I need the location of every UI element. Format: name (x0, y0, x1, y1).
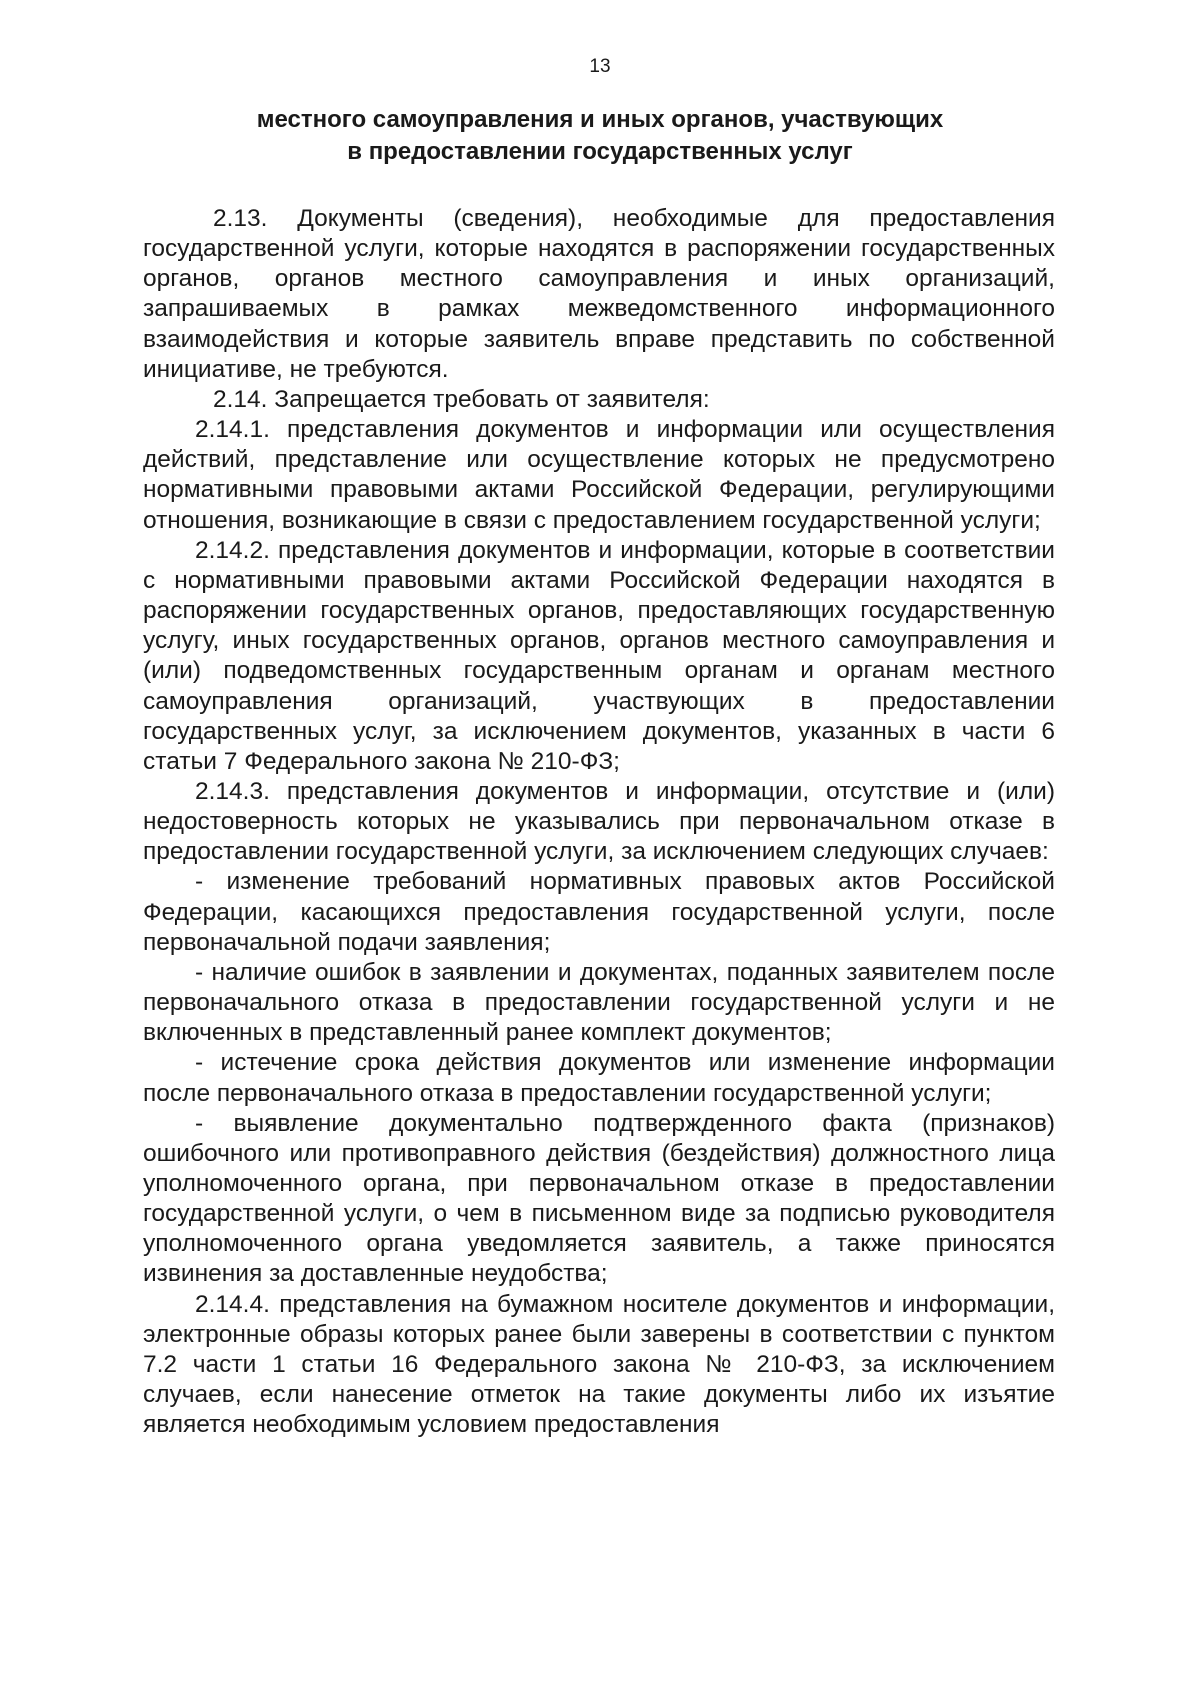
list-item-errors-in-application: - наличие ошибок в заявлении и документах, поданных заявителем после первоначального отказа в предоставлении государственной услуги и не включенных в представленный ранее комплект документов; (143, 958, 1055, 1047)
paragraph-2-14-1: 2.14.1. представления документов и информации или осуществления действий, представление или осуществление которых не предусмотрено нормативными правовыми актами Российской Федерации, регулирующими отношения, возникающие в связи с предоставлением государственной услуги; (143, 416, 1055, 534)
list-item-document-expiry: - истечение срока действия документов или изменение информации после первоначального отказа в предоставлении государственной услуги; (143, 1049, 1055, 1107)
paragraph-2-14-2: 2.14.2. представления документов и информации, которые в соответствии с нормативными правовыми актами Российской Федерации находятся в распоряжении государственных органов, предоставляющих государственную услугу, иных государственных органов, органов местного самоуправления и (или) подведомственных государственным органам и органам местного самоуправления организаций, участвующих в предоставлении государственных услуг, за исключением документов, указанных в части 6 статьи 7 Федерального закона № 210-ФЗ; (143, 536, 1055, 775)
section-heading (150, 104, 1050, 168)
list-item-official-misconduct: - выявление документально подтвержденного факта (признаков) ошибочного или противоправного действия (бездействия) должностного лица уполномоченного органа, при первоначальном отказе в предоставлении государственной услуги, о чем в письменном виде за подписью руководителя уполномоченного органа уведомляется заявитель, а также приносятся извинения за доставленные неудобства; (143, 1109, 1055, 1288)
paragraph-2-13: 2.13. Документы (сведения), необходимые для предоставления государственной услуги, которые находятся в распоряжении государственных органов, органов местного самоуправления и иных организаций, запрашиваемых в рамках межведомственного информационного взаимодействия и которые заявитель вправе представить по собственной инициативе, не требуются. (143, 205, 1055, 383)
paragraph-2-14-3: 2.14.3. представления документов и информации, отсутствие и (или) недостоверность которых не указывались при первоначальном отказе в предоставлении государственной услуги, за исключением следующих случаев: (143, 777, 1055, 866)
heading-line-1: местного самоуправления и иных органов, участвующих (256, 106, 944, 133)
page-number: 13 (589, 56, 611, 77)
heading-line-2: в предоставлении государственных услуг (347, 138, 853, 165)
list-item-requirements-change: - изменение требований нормативных правовых актов Российской Федерации, касающихся предоставления государственной услуги, после первоначальной подачи заявления; (143, 868, 1055, 956)
paragraph-2-14: 2.14. Запрещается требовать от заявителя: (213, 385, 710, 413)
document-body (143, 204, 1055, 1440)
paragraph-2-14-4: 2.14.4. представления на бумажном носителе документов и информации, электронные образы которых ранее были заверены в соответствии с пунктом 7.2 части 1 статьи 16 Федерального закона № 210-ФЗ, за исключением случаев, если нанесение отметок на такие документы либо их изъятие является необходимым условием предоставления (143, 1290, 1055, 1439)
